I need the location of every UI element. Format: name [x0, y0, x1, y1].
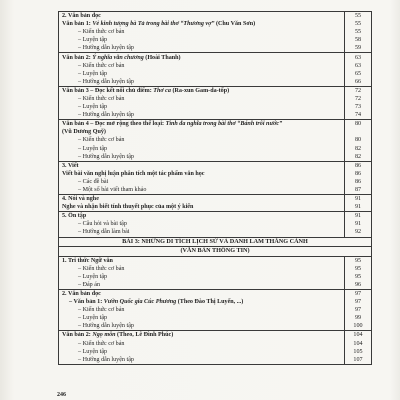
toc-entry-title	[59, 70, 345, 78]
toc-page-number: 97	[345, 289, 372, 298]
toc-entry-title	[59, 256, 345, 265]
toc-page-number	[345, 128, 372, 136]
toc-entry-work-title: Vườn Quốc gia Cúc Phương	[103, 299, 177, 306]
toc-row	[59, 170, 372, 178]
toc-entry-title	[59, 203, 345, 212]
toc-row	[59, 28, 372, 36]
toc-entry-title	[59, 128, 345, 136]
toc-entry-title	[59, 86, 345, 95]
toc-entry-text: – Hướng dẫn luyện tập	[78, 153, 134, 160]
toc-entry-title	[59, 20, 345, 28]
toc-entry-text: – Đáp án	[78, 281, 100, 288]
toc-entry-text: Văn bản 2:	[62, 332, 93, 339]
toc-entry-title	[59, 220, 345, 228]
toc-row	[59, 12, 372, 21]
lesson-subheading: (VĂN BẢN THÔNG TIN)	[59, 247, 372, 257]
table-of-contents	[58, 11, 372, 365]
toc-entry-text: – Kiến thức cơ bản	[78, 95, 125, 102]
toc-entry-text: – Hướng dẫn luyện tập	[78, 45, 134, 52]
toc-entry-text: Văn bản 3 – Đọc kết nối chủ điểm:	[62, 87, 154, 94]
toc-row	[59, 136, 372, 144]
toc-page-number: 73	[345, 103, 372, 111]
toc-page-number: 72	[345, 95, 372, 103]
toc-entry-title	[59, 62, 345, 70]
toc-entry-text: 2. Văn bản đọc	[62, 290, 101, 297]
toc-entry-title	[59, 186, 345, 195]
toc-entry-text: – Kiến thức cơ bản	[78, 62, 125, 69]
toc-row	[59, 298, 372, 306]
toc-page-number: 104	[345, 339, 372, 347]
toc-entry-text: – Hướng dẫn luyện tập	[78, 112, 134, 119]
toc-page-number: 104	[345, 331, 372, 340]
toc-row	[59, 120, 372, 129]
toc-page-number: 63	[345, 62, 372, 70]
toc-page-number: 80	[345, 120, 372, 129]
toc-entry-author: (Ra-xun Gam-da-tốp)	[170, 87, 230, 94]
toc-page-number: 99	[345, 314, 372, 322]
toc-entry-text: – Kiến thức cơ bản	[78, 265, 125, 272]
toc-entry-work-title: Tình đa nghĩa trong bài thơ “Bánh trôi nước”	[165, 121, 283, 128]
toc-entry-text: – Kiến thức cơ bản	[78, 137, 125, 144]
toc-page-number: 55	[345, 20, 372, 28]
toc-entry-text: – Một số bài viết tham khảo	[78, 187, 147, 194]
toc-row	[59, 322, 372, 331]
toc-entry-title	[59, 331, 345, 340]
toc-entry-title	[59, 36, 345, 44]
toc-row	[59, 86, 372, 95]
toc-entry-text: Nghe và nhận biết tính thuyết phục của một ý kiến	[62, 204, 194, 211]
toc-entry-text: – Luyện tập	[78, 348, 108, 355]
toc-row	[59, 70, 372, 78]
toc-row	[59, 228, 372, 237]
toc-row	[59, 95, 372, 103]
toc-entry-title	[59, 111, 345, 120]
toc-page-number: 92	[345, 228, 372, 237]
toc-entry-title	[59, 228, 345, 237]
toc-row	[59, 153, 372, 162]
toc-entry-text: – Luyện tập	[78, 70, 108, 77]
toc-entry-author: (Hoài Thanh)	[143, 54, 181, 61]
toc-entry-text: – Câu hỏi và bài tập	[78, 221, 127, 228]
toc-entry-author: (Theo, Lê Đình Phúc)	[115, 332, 174, 339]
toc-row	[59, 237, 372, 247]
toc-entry-title	[59, 78, 345, 87]
toc-entry-title	[59, 339, 345, 347]
toc-entry-text: – Luyện tập	[78, 37, 108, 44]
toc-row	[59, 220, 372, 228]
toc-row	[59, 314, 372, 322]
toc-row	[59, 265, 372, 273]
toc-page-number: 82	[345, 145, 372, 153]
toc-row	[59, 356, 372, 365]
toc-page-number: 86	[345, 170, 372, 178]
toc-page-number: 95	[345, 273, 372, 281]
toc-row	[59, 306, 372, 314]
toc-row	[59, 273, 372, 281]
toc-page-number: 59	[345, 44, 372, 53]
toc-row	[59, 203, 372, 212]
toc-entry-work-title: Vẻ kinh tượng bà Tả trong bài thơ “Thương vợ”	[92, 21, 215, 28]
toc-page-number: 66	[345, 78, 372, 87]
toc-entry-title	[59, 265, 345, 273]
toc-row	[59, 128, 372, 136]
toc-entry-title	[59, 289, 345, 298]
toc-entry-title	[59, 136, 345, 144]
toc-entry-title	[59, 212, 345, 221]
lesson-heading: BÀI 3: NHỮNG DI TÍCH LỊCH SỬ VÀ DANH LAM THẮNG CẢNH	[59, 237, 372, 247]
toc-row	[59, 331, 372, 340]
toc-page-number: 63	[345, 53, 372, 62]
toc-entry-title	[59, 153, 345, 162]
toc-page-number: 97	[345, 306, 372, 314]
toc-entry-title	[59, 273, 345, 281]
toc-page-number: 91	[345, 195, 372, 204]
toc-entry-text: (Vũ Dương Quỹ)	[62, 129, 106, 136]
toc-page-number: 86	[345, 161, 372, 170]
toc-row	[59, 212, 372, 221]
toc-entry-title	[59, 44, 345, 53]
toc-row	[59, 178, 372, 186]
toc-entry-text: – Luyện tập	[78, 104, 108, 111]
toc-entry-text: 1. Tri thức Ngữ văn	[62, 257, 113, 264]
toc-entry-title	[59, 348, 345, 356]
toc-page-number: 82	[345, 153, 372, 162]
toc-page-number: 72	[345, 86, 372, 95]
toc-entry-text: – Hướng dẫn luyện tập	[78, 78, 134, 85]
toc-page-number: 86	[345, 178, 372, 186]
toc-row	[59, 53, 372, 62]
toc-entry-work-title: Thơ ca	[153, 87, 171, 94]
toc-entry-title	[59, 314, 345, 322]
toc-page-number: 107	[345, 356, 372, 365]
toc-entry-title	[59, 12, 345, 21]
toc-row	[59, 339, 372, 347]
toc-row	[59, 281, 372, 290]
toc-entry-author: (Theo Đào Thị Luyến, ...)	[176, 299, 244, 306]
toc-entry-title	[59, 322, 345, 331]
toc-entry-title	[59, 170, 345, 178]
toc-entry-text: – Luyện tập	[78, 315, 108, 322]
toc-entry-title	[59, 145, 345, 153]
toc-entry-text: – Luyện tập	[78, 273, 108, 280]
toc-page-number: 58	[345, 36, 372, 44]
toc-page-number: 65	[345, 70, 372, 78]
toc-row	[59, 111, 372, 120]
toc-page-number: 95	[345, 256, 372, 265]
toc-row	[59, 289, 372, 298]
toc-entry-text: Văn bản 4 – Đọc mở rộng theo thể loại:	[62, 121, 166, 128]
toc-entry-text: 5. Ôn tập	[62, 213, 87, 220]
toc-page-number: 55	[345, 12, 372, 21]
toc-entry-title	[59, 356, 345, 365]
toc-page-number: 95	[345, 265, 372, 273]
toc-page-number: 55	[345, 28, 372, 36]
toc-entry-text: – Kiến thức cơ bản	[78, 307, 125, 314]
toc-entry-title	[59, 161, 345, 170]
toc-entry-text: – Văn bản 1:	[69, 299, 104, 306]
toc-entry-text: – Kiến thức cơ bản	[78, 29, 125, 36]
toc-row	[59, 78, 372, 87]
toc-entry-text: – Hướng dẫn luyện tập	[78, 356, 134, 363]
toc-entry-author: (Chu Văn Sơn)	[214, 21, 256, 28]
toc-row	[59, 36, 372, 44]
toc-row	[59, 256, 372, 265]
toc-row	[59, 247, 372, 257]
toc-page-number: 91	[345, 220, 372, 228]
toc-entry-text: – Hướng dẫn làm bài	[78, 229, 130, 236]
page-number: 246	[57, 392, 66, 398]
toc-entry-title	[59, 306, 345, 314]
toc-row	[59, 20, 372, 28]
toc-page-number: 96	[345, 281, 372, 290]
toc-page-number: 80	[345, 136, 372, 144]
toc-entry-work-title: Ý nghĩa văn chương	[92, 54, 144, 61]
toc-row	[59, 161, 372, 170]
toc-entry-text: – Các đề bài	[78, 178, 109, 185]
toc-row	[59, 44, 372, 53]
toc-row	[59, 186, 372, 195]
toc-page-number: 97	[345, 298, 372, 306]
toc-page-number: 105	[345, 348, 372, 356]
toc-page-number: 87	[345, 186, 372, 195]
toc-entry-text: Văn bản 1:	[62, 21, 93, 28]
toc-row	[59, 103, 372, 111]
toc-row	[59, 62, 372, 70]
toc-entry-text: 4. Nói và nghe	[62, 196, 99, 203]
toc-entry-title	[59, 298, 345, 306]
toc-entry-text: Văn bản 2:	[62, 54, 93, 61]
toc-entry-text: 3. Viết	[62, 162, 79, 169]
toc-entry-title	[59, 281, 345, 290]
toc-row	[59, 348, 372, 356]
toc-page-number: 74	[345, 111, 372, 120]
toc-entry-text: Viết bài văn nghị luận phân tích một tác phẩm văn học	[62, 170, 205, 177]
toc-entry-title	[59, 53, 345, 62]
toc-entry-title	[59, 120, 345, 129]
toc-row	[59, 195, 372, 204]
toc-entry-title	[59, 95, 345, 103]
toc-entry-title	[59, 28, 345, 36]
toc-entry-title	[59, 178, 345, 186]
toc-entry-text: – Kiến thức cơ bản	[78, 340, 125, 347]
toc-row	[59, 145, 372, 153]
toc-page-number: 91	[345, 203, 372, 212]
toc-entry-title	[59, 195, 345, 204]
toc-entry-text: – Luyện tập	[78, 145, 108, 152]
toc-entry-text: – Hướng dẫn luyện tập	[78, 323, 134, 330]
toc-page-number: 100	[345, 322, 372, 331]
toc-page-number: 91	[345, 212, 372, 221]
toc-entry-work-title: Ngọ môn	[92, 332, 116, 339]
toc-entry-title	[59, 103, 345, 111]
toc-entry-text: 2. Văn bản đọc	[62, 13, 101, 20]
